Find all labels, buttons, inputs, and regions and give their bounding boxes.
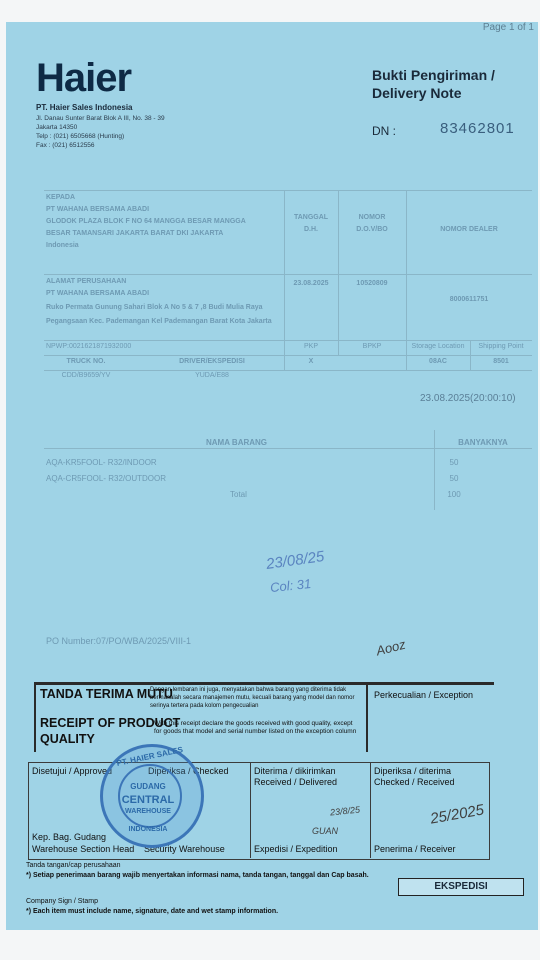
tanggal-header: TANGGAL	[293, 214, 329, 221]
expedition-label: Expedisi / Expedition	[254, 844, 338, 854]
npwp: NPWP:0021621871932000	[46, 343, 132, 350]
title-line-2: Delivery Note	[372, 85, 462, 101]
dovbo-header: D.O.V/BO	[356, 226, 388, 233]
alamat-label: ALAMAT PERUSAHAAN	[46, 278, 127, 285]
approved-label: Disetujui / Approved	[32, 766, 113, 776]
handwritten-date-note: 23/08/25	[265, 548, 326, 573]
page-number: Page 1 of 1	[482, 22, 534, 33]
dealer-number: 8000611751	[449, 296, 489, 303]
item-row-2-qty: 50	[449, 474, 459, 483]
title-line-1: Bukti Pengiriman /	[372, 67, 495, 83]
grid-line	[44, 370, 532, 371]
delivered-handwritten-date: 23/8/25	[329, 804, 361, 818]
ekspedisi-box: EKSPEDISI	[398, 878, 524, 896]
alamat-line-2: Ruko Permata Gunung Sahari Blok A No 5 & 7 ,8 Budi Mulia Raya	[46, 304, 263, 311]
storage-label: Storage Location	[411, 343, 465, 350]
company-name: PT. Haier Sales Indonesia	[36, 103, 133, 112]
storage-location: 08AC	[429, 358, 447, 365]
grid-line	[44, 355, 532, 356]
kepada-line-1: PT WAHANA BERSAMA ABADI	[46, 206, 150, 213]
receipt-title-2: QUALITY	[40, 732, 95, 746]
driver-label: DRIVER/EKSPEDISI	[179, 358, 245, 365]
stamp-central: CENTRAL	[121, 794, 175, 806]
exception-label: Perkecualian / Exception	[374, 690, 474, 700]
items-qty-header: BANYAKNYA	[458, 438, 508, 447]
kepada-line-3: BESAR TAMANSARI JAKARTA BARAT DKI JAKARTA	[46, 230, 224, 237]
po-number: PO Number:07/PO/WBA/2025/VIII-1	[46, 636, 192, 646]
received-label: Diperiksa / diterima Checked / Received	[374, 766, 455, 787]
warehouse-head-label: Warehouse Section Head	[32, 844, 135, 854]
bpkp-label: BPKP	[362, 343, 382, 350]
item-row-1-qty: 50	[449, 458, 459, 467]
kepada-line-2: GLODOK PLAZA BLOK F NO 64 MANGGA BESAR MANGGA	[46, 218, 246, 225]
sig-divider	[370, 762, 371, 858]
grid-line	[44, 448, 532, 449]
handwritten-col-note: Col: 31	[269, 575, 312, 596]
timestamp: 23.08.2025(20:00:10)	[420, 393, 516, 404]
delivered-label: Diterima / dikirimkan Received / Delivered	[254, 766, 338, 787]
grid-line	[44, 274, 532, 275]
dh-header: D.H.	[304, 226, 318, 233]
item-row-1-name: AQA-KR5FOOL- R32/INDOOR	[46, 458, 157, 467]
items-name-header: NAMA BARANG	[206, 438, 268, 447]
pkp-label: PKP	[303, 343, 318, 350]
delivered-handwritten-name: GUAN	[312, 826, 339, 836]
receipt-title-1: RECEIPT OF PRODUCT	[40, 716, 181, 730]
items-total-value: 100	[447, 490, 461, 499]
alamat-date: 23.08.2025	[293, 280, 329, 287]
truck-number: CDD/B9659/YV	[61, 372, 111, 379]
nomor-dealer-header: NOMOR DEALER	[440, 226, 498, 233]
driver-value: YUDA/E88	[195, 372, 229, 379]
alamat-line-1: PT WAHANA BERSAMA ABADI	[46, 290, 150, 297]
security-label: Security Warehouse	[144, 844, 225, 854]
footer-note-en: *) Each item must include name, signature, date and wet stamp information.	[26, 908, 279, 915]
footer-note-id: *) Setiap penerimaan barang wajib menyertakan informasi nama, tanda tangan, tanggal dan Cap basah.	[26, 872, 369, 879]
checked-label: Diperiksa / Checked	[148, 766, 229, 776]
receipt-divider	[366, 682, 368, 752]
footer-tanda: Tanda tangan/cap perusahaan	[26, 862, 121, 869]
receipt-border-top	[34, 682, 494, 685]
footer-sign: Company Sign / Stamp	[26, 898, 98, 905]
company-address-1: Jl. Danau Sunter Barat Blok A III, No. 38 - 39	[36, 115, 165, 122]
grid-line	[44, 340, 532, 341]
dn-label: DN :	[372, 124, 396, 138]
haier-logo: Haier	[36, 56, 132, 100]
company-fax: Fax : (021) 6512556	[36, 142, 95, 149]
document-title	[372, 66, 495, 102]
handwritten-signature-mark: Aooz	[374, 636, 408, 659]
kepada-label: KEPADA	[46, 194, 76, 201]
company-address-2: Jakarta 14350	[36, 124, 78, 131]
tanda-terima-text: Dengan lembaran ini juga, menyatakan bahwa barang yang diterima tidak bermasalah secara manajemen mutu, kecuali barang yang model dan nomor serinya tertera pada kolom pengecualian	[150, 687, 355, 709]
items-total-label: Total	[230, 490, 247, 499]
sig-divider	[250, 762, 251, 858]
company-telp: Telp : (021) 6505668 (Hunting)	[36, 133, 125, 140]
receiver-handwritten-date: 25/2025	[428, 801, 486, 828]
stamp-warehouse: WAREHOUSE	[125, 808, 171, 815]
receipt-border-left	[34, 682, 36, 752]
item-row-2-name: AQA-CR5FOOL- R32/OUTDOOR	[46, 474, 167, 483]
dn-number: 83462801	[440, 120, 515, 137]
pkp-value: X	[308, 358, 314, 365]
alamat-line-3: Pegangsaan Kec. Pademangan Kel Pademangan Barat Kota Jakarta	[46, 318, 272, 325]
nomor-header: NOMOR	[358, 214, 386, 221]
kepada-line-4: Indonesia	[46, 242, 79, 249]
stamp-gudang: GUDANG	[130, 782, 166, 791]
alamat-nomor: 10520809	[356, 280, 388, 287]
receipt-text: With this receipt declare the goods received with good quality, except for goods that model and serial number listed on the exception column	[154, 720, 357, 735]
grid-line	[44, 190, 532, 191]
tanda-terima-title: TANDA TERIMA MUTU	[40, 687, 173, 701]
shipping-label: Shipping Point	[478, 343, 524, 350]
kep-bag-label: Kep. Bag. Gudang	[32, 832, 107, 842]
truck-label: TRUCK NO.	[66, 358, 106, 365]
stamp-bottom-text: INDONESIA	[128, 826, 168, 833]
shipping-point: 8501	[493, 358, 509, 365]
stamp-top-text: PT. HAIER SALES	[115, 745, 184, 768]
receiver-label: Penerima / Receiver	[374, 844, 456, 854]
